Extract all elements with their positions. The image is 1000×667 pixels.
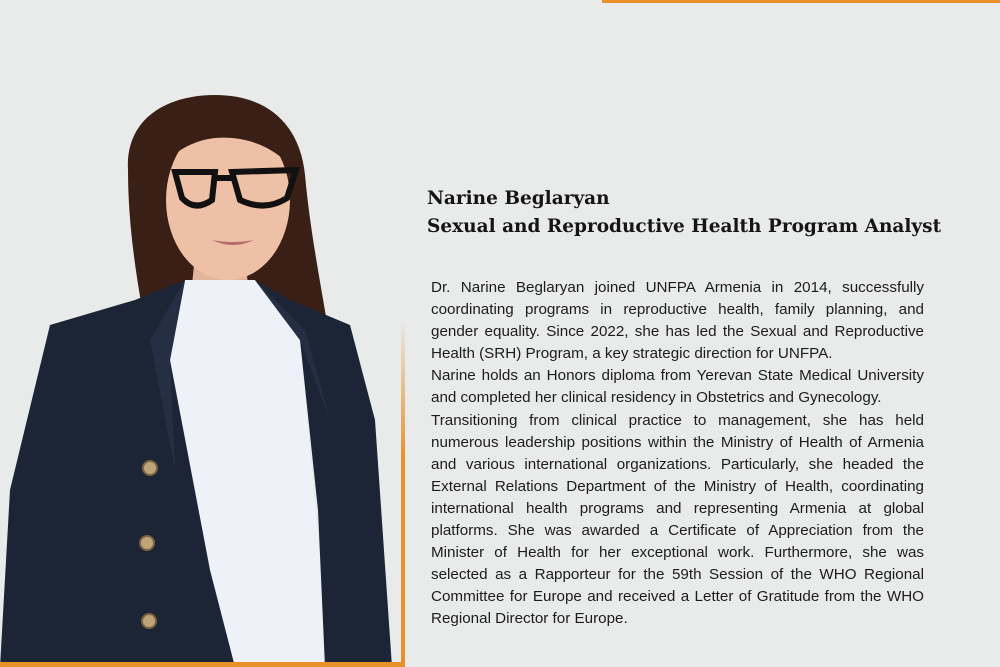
- bottom-accent-line: [0, 662, 405, 667]
- bio-paragraph: Transitioning from clinical practice to management, she has held numerous leadership positions within the Ministry of Health of Armenia and various international organizations. Particularly, she headed the External Relations Department of the Ministry of Health, coordinating international health programs and representing Armenia at global platforms. She was awarded a Certificate of Appreciation from the Minister of Health for her exceptional work. Furthermore, she was selected as a Rapporteur for the 59th Session of the WHO Regional Committee for Europe and received a Letter of Gratitude from the WHO Regional Director for Europe.: [431, 411, 924, 628]
- person-position: Sexual and Reproductive Health Program Analyst: [427, 216, 942, 237]
- person-name: Narine Beglaryan: [427, 188, 610, 209]
- profile-photo: [0, 90, 410, 667]
- top-accent-line: [602, 0, 1000, 3]
- biography: [431, 277, 924, 631]
- bio-paragraph: Narine holds an Honors diploma from Yerevan State Medical University and completed her clinical residency in Obstetrics and Gynecology.: [431, 367, 924, 407]
- bio-paragraph: Dr. Narine Beglaryan joined UNFPA Armenia in 2014, successfully coordinating programs in reproductive health, family planning, and gender equality. Since 2022, she has led the Sexual and Reproductive Health (SRH) Program, a key strategic direction for UNFPA.: [431, 279, 924, 363]
- title-block: [427, 185, 987, 241]
